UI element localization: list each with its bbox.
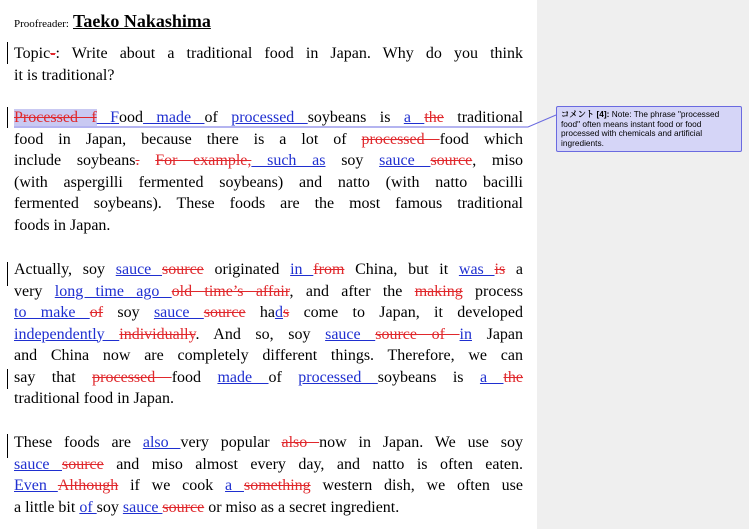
text-run: say that bbox=[14, 368, 93, 386]
text-run: These foods are bbox=[14, 434, 143, 451]
deleted-text: the bbox=[424, 109, 444, 126]
text-run: and China now are completely different things. Therefore, we can bbox=[14, 347, 523, 364]
text-run: soybeans is bbox=[307, 109, 404, 126]
text-run: traditional food in Japan. bbox=[14, 390, 174, 407]
deleted-text: source bbox=[162, 498, 205, 516]
text-run: of bbox=[204, 109, 232, 126]
text-run: traditional bbox=[443, 109, 524, 126]
inserted-text: sauce bbox=[379, 152, 431, 169]
inserted-text: long time ago bbox=[54, 282, 172, 300]
inserted-text: independently bbox=[14, 325, 120, 343]
deleted-text: also bbox=[281, 434, 320, 451]
proofreader-name: Taeko Nakashima bbox=[72, 11, 211, 31]
deleted-text: processed bbox=[361, 130, 440, 148]
deleted-text: - bbox=[50, 45, 56, 62]
text-run: Actually, soy bbox=[14, 261, 116, 278]
comment-text: Note: The phrase "processed food" often means instant food or food processed with chemicals and artificial ingredients. bbox=[561, 109, 720, 148]
text-run: now in Japan. We use soy bbox=[319, 434, 523, 451]
deleted-text: source of bbox=[375, 325, 460, 343]
text-run: : Write about a traditional food in Japan. Why do you think bbox=[55, 45, 523, 62]
inserted-text: a bbox=[403, 109, 425, 126]
text-run: soy bbox=[96, 498, 123, 516]
deleted-text: For example, bbox=[155, 152, 252, 169]
deleted-text: old time’s affair bbox=[171, 282, 290, 300]
inserted-text: also bbox=[142, 434, 181, 451]
deleted-text: from bbox=[313, 261, 345, 278]
text-run: food in Japan, because there is a lot of bbox=[14, 130, 362, 148]
comment-title: コメント [4]: bbox=[561, 109, 610, 119]
inserted-text: such as bbox=[251, 152, 326, 169]
deleted-text: s bbox=[283, 304, 290, 321]
text-run: a bbox=[505, 261, 524, 278]
text-run: food bbox=[171, 368, 218, 386]
deleted-text: individually bbox=[119, 325, 196, 343]
text-run: very bbox=[14, 282, 55, 300]
text-run: it is traditional? bbox=[14, 66, 115, 84]
deleted-text: of bbox=[89, 304, 104, 321]
inserted-text: made bbox=[143, 109, 205, 126]
inserted-text: in bbox=[459, 325, 472, 343]
inserted-text: sauce bbox=[122, 498, 163, 516]
deleted-text: source bbox=[430, 152, 473, 169]
text-run: Topic bbox=[14, 45, 51, 62]
text-run: very popular bbox=[180, 434, 282, 451]
text-run: come to Japan, it developed bbox=[289, 304, 524, 321]
inserted-text: sauce bbox=[153, 304, 204, 321]
inserted-text: in bbox=[290, 261, 314, 278]
text-run: and miso almost every day, and natto is often eaten. bbox=[103, 455, 524, 473]
deleted-text: making bbox=[414, 282, 463, 300]
deleted-text: Although bbox=[57, 477, 119, 494]
inserted-text: Even bbox=[14, 477, 58, 494]
deleted-text: Processed f bbox=[14, 109, 97, 126]
text-run: soy bbox=[103, 304, 154, 321]
text-run: process bbox=[462, 282, 524, 300]
deleted-text: source bbox=[61, 455, 104, 473]
text-run: if we cook bbox=[118, 477, 226, 494]
inserted-text: to make bbox=[14, 304, 90, 321]
text-run: western dish, we often use bbox=[310, 477, 523, 494]
text-run: include soybeans bbox=[14, 152, 136, 169]
inserted-text: sauce bbox=[14, 455, 62, 473]
text-run: of bbox=[268, 368, 299, 386]
inserted-text: a bbox=[225, 477, 244, 494]
deleted-text: . bbox=[135, 152, 140, 169]
deleted-text: processed bbox=[92, 368, 172, 386]
text-run: foods in Japan. bbox=[14, 216, 111, 234]
inserted-text: processed bbox=[298, 368, 378, 386]
text-run: , and after the bbox=[289, 282, 415, 300]
inserted-text: F bbox=[110, 109, 120, 126]
text-run: , miso bbox=[472, 152, 524, 169]
text-run: soy bbox=[325, 152, 380, 169]
inserted-text: d bbox=[275, 304, 284, 321]
text-run: . And so, soy bbox=[195, 325, 326, 343]
deleted-text: source bbox=[162, 261, 204, 278]
inserted-text: processed bbox=[231, 109, 308, 126]
deleted-text: is bbox=[494, 261, 506, 278]
deleted-text: source bbox=[203, 304, 246, 321]
text-run: soybeans is bbox=[377, 368, 480, 386]
comment-balloon[interactable] bbox=[556, 106, 742, 152]
deleted-text: the bbox=[503, 368, 524, 386]
text-run: fermented soybeans). These foods are the most famous traditional bbox=[14, 195, 523, 212]
text-run: a little bit bbox=[14, 498, 80, 516]
text-run: Japan bbox=[471, 325, 524, 343]
text-run: food which bbox=[439, 130, 523, 148]
inserted-text: made bbox=[217, 368, 269, 386]
deleted-text: something bbox=[243, 477, 311, 494]
proofreader-label: Proofreader: bbox=[14, 18, 69, 30]
inserted-text: sauce bbox=[325, 325, 376, 343]
text-run: (with aspergilli fermented soybeans) and natto (with natto bacilli bbox=[14, 173, 523, 191]
inserted-text: a bbox=[479, 368, 504, 386]
text-run: ood bbox=[119, 109, 144, 126]
text-run: or miso as a secret ingredient. bbox=[204, 498, 400, 516]
inserted-text: was bbox=[458, 261, 495, 278]
text-run: China, but it bbox=[344, 261, 459, 278]
text-run: ha bbox=[245, 304, 276, 321]
text-run: originated bbox=[203, 261, 291, 278]
inserted-text: of bbox=[79, 498, 97, 516]
inserted-text: sauce bbox=[115, 261, 163, 278]
